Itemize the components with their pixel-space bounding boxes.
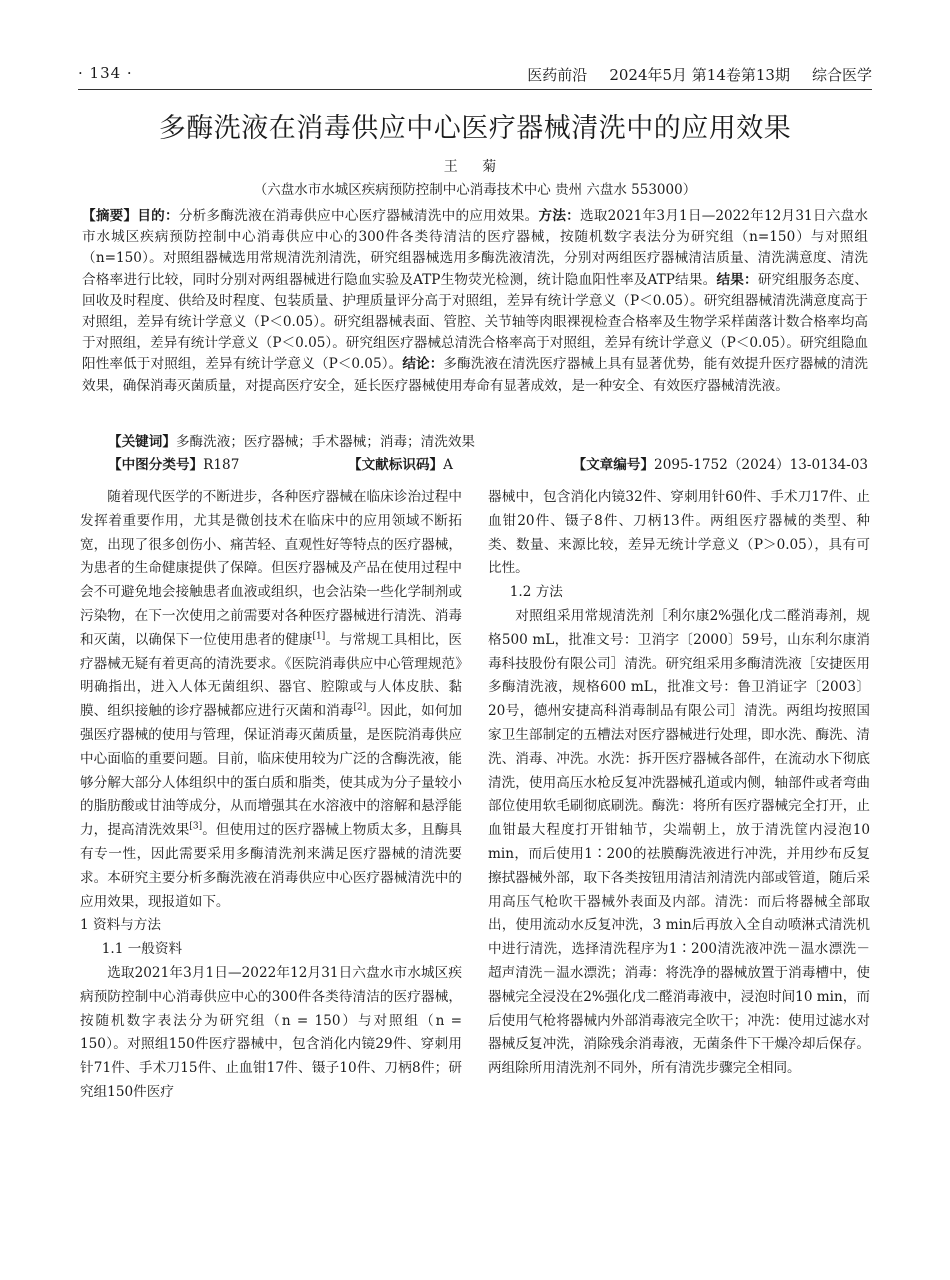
clc-label: 【中图分类号】 xyxy=(108,457,204,473)
subsection-heading-1-2: 1.2 方法 xyxy=(509,584,563,601)
body-column-left xyxy=(80,486,462,1105)
article-title: 多酶洗液在消毒供应中心医疗器械清洗中的应用效果 xyxy=(158,113,792,144)
intro-text-2: 。与常规工具相比，医疗器械无疑有着更高的清洗要求。《医院消毒供应中心管理规范》明确指出，进入人体无菌组织、器官、腔隙或与人体皮肤、黏膜、组织接触的诊疗器械都应进行灭菌和消毒 xyxy=(80,631,463,720)
author: 王 菊 xyxy=(443,159,507,175)
body-column-right xyxy=(488,486,870,1081)
clc-code xyxy=(108,453,239,473)
keywords-label: 【关键词】 xyxy=(108,434,176,450)
citation-2: [2] xyxy=(353,702,367,713)
intro-text-4: 。但使用过的医疗器械上物质太多，且酶具有专一性，因此需要采用多酶清洗剂来满足医疗器械的清洗要求。本研究主要分析多酶洗液在消毒供应中心医疗器械清洗中的应用效果，现报道如下。 xyxy=(80,822,463,910)
method-text: 选取2021年3月1日—2022年12月31日六盘水市水城区疾病预防控制中心消毒供应中心的300件各类待清洁的医疗器械，按随机数字表法分为研究组（n=150）与对照组（n=150）。对照组器械选用常规清洗剂清洗，研究组器械选用多酶洗液清洗，分别对两组医疗器械清洁质量、清洗满意度、清洗合格率进行比较，同时分别对两组器械进行隐血实验及ATP生物荧光检测，统计隐血阳性率及ATP结果。 xyxy=(82,208,869,288)
journal-info xyxy=(505,64,872,85)
art-value: 2095-1752（2024）13-0134-03 xyxy=(654,457,868,473)
conclusion-text: 多酶洗液在清洗医疗器械上具有显著优势，能有效提升医疗器械的清洗效果，确保消毒灭菌质量，对提高医疗安全，延长医疗器械使用寿命有显著成效，是一种安全、有效医疗器械清洗液。 xyxy=(82,356,869,394)
keywords-text: 多酶洗液；医疗器械；手术器械；消毒；清洗效果 xyxy=(175,434,476,450)
result-text: 研究组服务态度、回收及时程度、供给及时程度、包装质量、护理质量评分高于对照组，差异有统计学意义（P＜0.05）。研究组器械清洗满意度高于对照组，差异有统计学意义（P＜0.05）。研究组器械表面、管腔、关节轴等肉眼裸视检查合格率及生物学采样菌落计数合格率均高于对照组，差异有统计学意义（P＜0.05）。研究组医疗器械总清洗合格率高于对照组，差异有统计学意义（P＜0.05）。研究组隐血阳性率低于对照组，差异有统计学意义（P＜0.05）。 xyxy=(82,271,868,373)
classification-line xyxy=(108,453,868,473)
doc-label: 【文献标识码】 xyxy=(348,457,444,473)
doc-value: A xyxy=(443,457,453,473)
header-rule xyxy=(78,89,872,90)
materials-continued: 器械中，包含消化内镜32件、穿刺用针60件、手术刀17件、止血钳20件、镊子8件、刀柄13件。两组医疗器械的类型、种类、数量、来源比较，差异无统计学意义（P＞0.05），具有可比性。 xyxy=(488,489,870,577)
abstract-label: 【摘要】 xyxy=(82,208,138,224)
section-heading: 1 资料与方法 xyxy=(80,917,161,934)
page-number: · 134 · xyxy=(78,64,133,82)
objective-label: 目的： xyxy=(137,208,179,224)
result-label: 结果： xyxy=(716,271,758,288)
abstract xyxy=(82,206,868,397)
citation-1: [1] xyxy=(312,631,326,642)
art-label: 【文章编号】 xyxy=(572,457,655,473)
keywords xyxy=(108,430,868,450)
method-label: 方法： xyxy=(538,208,580,224)
intro-text-3: 。因此，如何加强医疗器械的使用与管理，保证消毒灭菌质量，是医院消毒供应中心面临的重要问题。目前，临床使用较为广泛的含酶洗液，能够分解大部分人体组织中的蛋白质和脂类，使其成为分子量较小的脂肪酸或甘油等成分，从而增强其在水溶液中的溶解和悬浮能力，提高清洗效果 xyxy=(80,703,463,839)
intro-paragraph xyxy=(80,486,462,914)
running-header xyxy=(78,60,872,88)
conclusion-label: 结论： xyxy=(402,356,444,373)
intro-text-1: 随着现代医学的不断进步，各种医疗器械在临床诊治过程中发挥着重要作用，尤其是微创技术在临床中的应用领域不断拓宽，出现了很多创伤小、痛苦轻、直观性好等特点的医疗器械，为患者的生命健康提供了保障。但医疗器械及产品在使用过程中会不可避免地会接触患者血液或组织，也会沾染一些化学制剂或污染物，在下一次使用之前需要对各种医疗器械进行清洗、消毒和灭菌，以确保下一位使用患者的健康 xyxy=(80,489,462,648)
article-number xyxy=(572,453,868,473)
citation-3: [3] xyxy=(189,821,203,832)
subsection-heading-1-1: 1.1 一般资料 xyxy=(101,941,183,958)
materials-paragraph: 选取2021年3月1日—2022年12月31日六盘水市水城区疾病预防控制中心消毒供应中心的300件各类待清洁的医疗器械，按随机数字表法分为研究组（n = 150）与对照组（n = 150）。对照组150件医疗器械中，包含消化内镜29件、穿刺用针71件、手术刀15件、止血钳17件、镊子10件、刀柄8件；研究组150件医疗 xyxy=(80,964,462,1100)
issue-info: 2024年5月 第14卷第13期 xyxy=(609,66,790,84)
column-name: 综合医学 xyxy=(811,66,872,84)
objective-text: 分析多酶洗液在消毒供应中心医疗器械清洗中的应用效果。 xyxy=(178,208,539,224)
methods-paragraph: 对照组采用常规清洗剂［利尔康2%强化戊二醛消毒剂，规格500 mL，批准文号：卫消字〔2000〕59号，山东利尔康消毒科技股份有限公司］清洗。研究组采用多酶清洗液［安捷医用多酶清洗液，规格600 mL，批准文号：鲁卫消证字〔2003〕20号，德州安捷高科消毒制品有限公司］清洗。两组均按照国家卫生部制定的五槽法对医疗器械进行处理，即水洗、酶洗、清洗、消毒、冲洗。水洗：拆开医疗器械各部件，在流动水下彻底清洗，使用高压水枪反复冲洗器械孔道或内侧，轴部件或者弯曲部位使用软毛刷彻底刷洗。酶洗：将所有医疗器械完全打开，止血钳最大程度打开钳轴节，尖端朝上，放于清洗筐内浸泡10 min，而后使用1∶200的祛膜酶洗液进行冲洗，并用纱布反复擦拭器械外部，取下各类按钮用清洁剂清洗内部或管道，随后采用高压气枪吹干器械外表面及内部。清洗：而后将器械全部取出，使用流动水反复冲洗，3 min后再放入全自动喷淋式清洗机中进行清洗，选择清洗程序为1∶200清洗液冲洗－温水漂洗－超声清洗－温水漂洗；消毒：将洗净的器械放置于消毒槽中，使器械完全浸没在2%强化戊二醛消毒液中，浸泡时间10 min，而后使用气枪将器械内外部消毒液完全吹干；冲洗：使用过滤水对器械反复冲洗，消除残余消毒液，无菌条件下干燥冷却后保存。两组除所用清洗剂不同外，所有清洗步骤完全相同。 xyxy=(488,607,870,1077)
journal-name: 医药前沿 xyxy=(527,66,588,84)
doc-code xyxy=(348,453,453,473)
clc-value: R187 xyxy=(203,457,240,473)
affiliation: （六盘水市水城区疾病预防控制中心消毒技术中心 贵州 六盘水 553000） xyxy=(253,182,697,198)
